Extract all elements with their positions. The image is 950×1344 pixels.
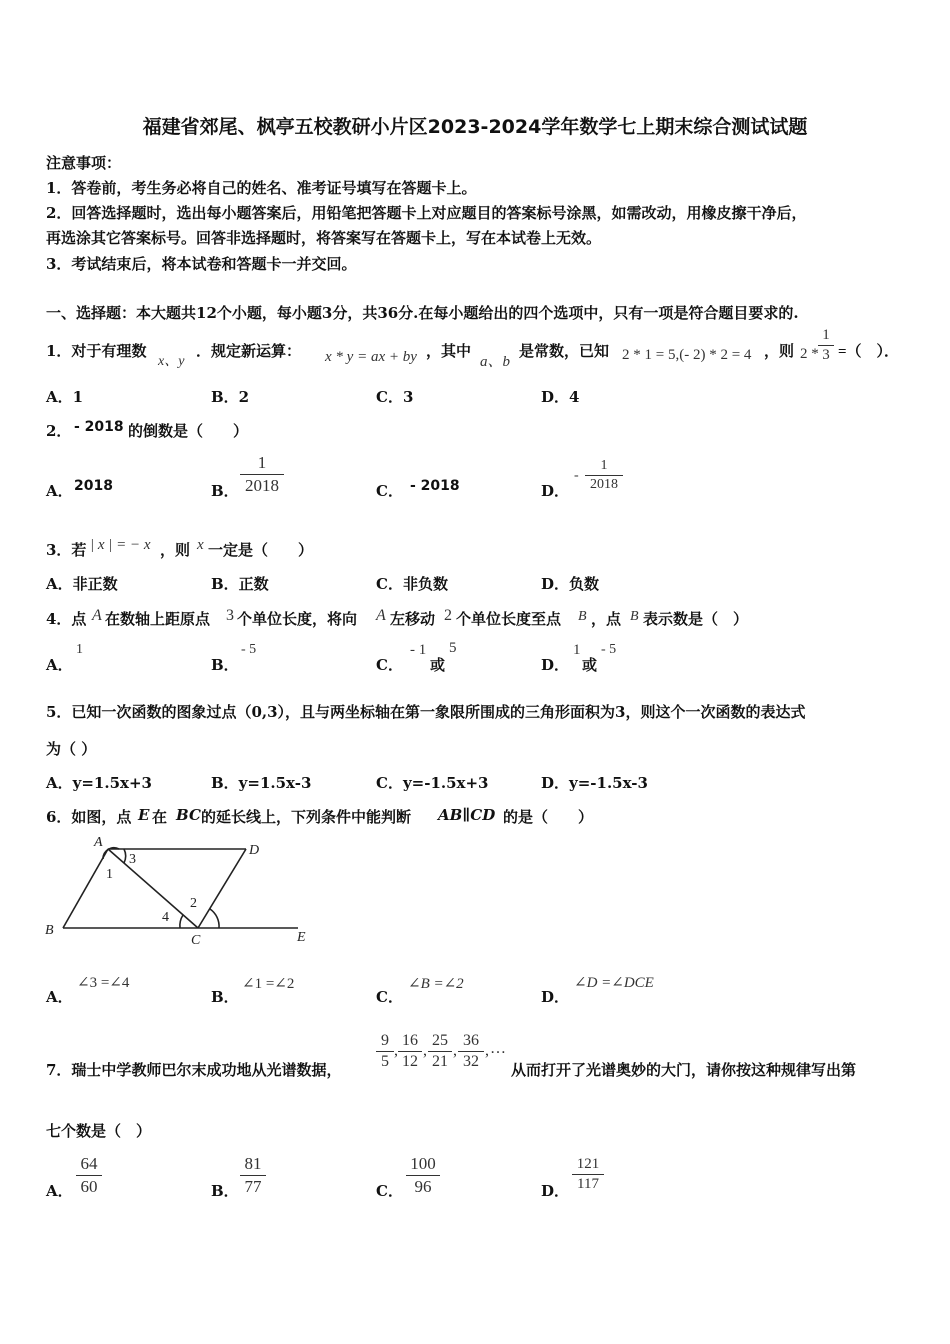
q6-segment-bc: BC bbox=[176, 806, 201, 824]
q2-option-b-label: B． bbox=[211, 482, 239, 500]
q4-text-6: ，点 bbox=[591, 610, 622, 628]
q2-option-a-label: A． bbox=[46, 482, 73, 500]
q1-text-5: ，则 bbox=[764, 342, 795, 360]
q6-option-b-label: B． bbox=[211, 988, 239, 1006]
q7-d-den: 117 bbox=[577, 1176, 599, 1192]
q4-option-d-or: 或 bbox=[582, 656, 598, 674]
q7-comma-4: , bbox=[485, 1042, 489, 1059]
q4-text-1: 4．点 bbox=[46, 610, 87, 628]
q1-rule: x * y = ax + by bbox=[325, 349, 417, 365]
q5-option-c[interactable]: C．y=-1.5x+3 bbox=[376, 774, 489, 792]
q4-point-a2: A bbox=[376, 607, 386, 624]
q7-text-1: 7．瑞士中学教师巴尔末成功地从光谱数据， bbox=[46, 1061, 342, 1079]
q6-text-3: 的延长线上，下列条件中能判断 bbox=[201, 808, 412, 826]
q2-stem-pre: 2． bbox=[46, 422, 72, 440]
q7-c-den: 96 bbox=[414, 1177, 432, 1196]
q7-option-b-fraction bbox=[240, 1154, 266, 1197]
q4-num-2: 2 bbox=[444, 607, 452, 624]
q6-option-a-value: ∠3 =∠4 bbox=[77, 975, 130, 991]
q2-b-den: 2018 bbox=[245, 476, 279, 495]
q6-option-d-value: ∠D =∠DCE bbox=[574, 975, 654, 991]
q7-c-num: 100 bbox=[406, 1154, 440, 1176]
q1-text-1: 1．对于有理数 bbox=[46, 342, 147, 360]
q2-option-d-label: D． bbox=[541, 482, 570, 500]
label-a: A bbox=[94, 835, 103, 850]
q7-dots: … bbox=[490, 1040, 506, 1057]
q1-xy: x、y bbox=[158, 354, 185, 369]
q7-comma-1: , bbox=[394, 1042, 398, 1059]
label-b: B bbox=[45, 923, 54, 938]
q6-option-a-label: A． bbox=[46, 988, 73, 1006]
q7-option-a-label: A． bbox=[46, 1182, 73, 1200]
q4-text-2: 在数轴上距原点 bbox=[105, 610, 211, 628]
q1-option-d[interactable]: D．4 bbox=[541, 388, 580, 406]
q7-b-num: 81 bbox=[240, 1154, 266, 1176]
q4-point-a: A bbox=[92, 607, 102, 624]
angle-1: 1 bbox=[106, 867, 113, 882]
q7-option-d-fraction bbox=[572, 1156, 604, 1193]
q2-stem-post: 的倒数是（ ） bbox=[128, 422, 249, 440]
q3-option-a[interactable]: A．非正数 bbox=[46, 575, 118, 593]
q1-ask-fraction bbox=[818, 327, 834, 364]
q4-text-4: 左移动 bbox=[390, 610, 436, 628]
label-e: E bbox=[297, 930, 306, 945]
q6-option-b-value: ∠1 =∠2 bbox=[242, 976, 295, 992]
q4-point-b2: B bbox=[630, 609, 639, 624]
q1-known: 2 * 1 = 5,(- 2) * 2 = 4 bbox=[622, 347, 752, 363]
arc-3 bbox=[124, 849, 126, 863]
q4-text-7: 表示数是（ ） bbox=[643, 610, 749, 628]
q5-option-a[interactable]: A．y=1.5x+3 bbox=[46, 774, 152, 792]
q4-option-a-label: A． bbox=[46, 656, 73, 674]
arc-2 bbox=[210, 909, 219, 928]
q7-seq-2-den: 12 bbox=[402, 1053, 418, 1070]
q1-text-2: ．规定新运算： bbox=[196, 342, 302, 360]
q4-option-d-label: D． bbox=[541, 656, 570, 674]
q6-text-1: 6．如图，点 bbox=[46, 808, 132, 826]
q6-figure bbox=[40, 832, 320, 950]
q2-option-b-fraction bbox=[240, 453, 284, 496]
q6-text-2: 在 bbox=[152, 808, 168, 826]
q1-ask-pre: 2 * bbox=[800, 346, 819, 362]
q7-seq-4-num: 36 bbox=[458, 1032, 484, 1052]
q3-option-c[interactable]: C．非负数 bbox=[376, 575, 448, 593]
q1-option-c[interactable]: C．3 bbox=[376, 388, 414, 406]
q4-text-3: 个单位长度，将向 bbox=[237, 610, 358, 628]
q1-ask-post: =（ ）． bbox=[838, 344, 900, 360]
q2-stem-num: - 2018 bbox=[74, 419, 124, 435]
q6-text-4: 的是（ ） bbox=[503, 808, 594, 826]
q4-option-c-value-2: 5 bbox=[449, 640, 457, 656]
q7-option-d-label: D． bbox=[541, 1182, 570, 1200]
q5-line-2: 为（ ） bbox=[46, 740, 97, 758]
label-c: C bbox=[191, 933, 201, 948]
q4-option-c-or: 或 bbox=[430, 656, 446, 674]
q7-seq-1 bbox=[376, 1032, 394, 1071]
line-ab bbox=[63, 849, 108, 928]
q7-text-2: 从而打开了光谱奥妙的大门，请你按这种规律写出第 bbox=[511, 1061, 857, 1079]
q7-seq-3-num: 25 bbox=[428, 1032, 452, 1052]
q4-point-b: B bbox=[578, 609, 587, 624]
page-title: 福建省郊尾、枫亭五校教研小片区2023-2024学年数学七上期末综合测试试题 bbox=[142, 116, 808, 138]
line-dc bbox=[198, 849, 246, 928]
q2-option-c-label: C． bbox=[376, 482, 403, 500]
q6-option-c-value: ∠B =∠2 bbox=[408, 976, 464, 992]
q7-seq-2 bbox=[398, 1032, 422, 1071]
q7-seq-2-num: 16 bbox=[398, 1032, 422, 1052]
notice-item-2a: 2．回答选择题时，选出每小题答案后，用铅笔把答题卡上对应题目的答案标号涂黑，如需改动，用橡皮擦干净后， bbox=[46, 204, 807, 222]
label-d: D bbox=[249, 843, 260, 858]
q1-option-b[interactable]: B．2 bbox=[211, 388, 250, 406]
angle-2: 2 bbox=[190, 896, 197, 911]
q7-seq-3 bbox=[428, 1032, 452, 1071]
q7-d-num: 121 bbox=[572, 1156, 604, 1175]
q7-seq-1-num: 9 bbox=[376, 1032, 394, 1052]
q7-option-c-fraction bbox=[406, 1154, 440, 1197]
q4-option-c-label: C． bbox=[376, 656, 403, 674]
q1-ab: a、b bbox=[480, 354, 511, 370]
q2-b-num: 1 bbox=[240, 453, 284, 475]
q6-option-c-label: C． bbox=[376, 988, 403, 1006]
notice-item-3: 3．考试结束后，将本试卷和答题卡一并交回。 bbox=[46, 255, 357, 273]
q1-text-3: ，其中 bbox=[426, 342, 472, 360]
q1-ask-den: 3 bbox=[822, 347, 830, 363]
q4-option-c-value-1: - 1 bbox=[410, 642, 427, 658]
q7-a-num: 64 bbox=[76, 1154, 102, 1176]
angle-4: 4 bbox=[162, 910, 169, 925]
q2-d-num: 1 bbox=[585, 458, 623, 476]
q3-option-b[interactable]: B．正数 bbox=[211, 575, 269, 593]
q7-option-c-label: C． bbox=[376, 1182, 403, 1200]
q4-num-3: 3 bbox=[226, 607, 234, 624]
q3-abs: | x | = − x bbox=[90, 537, 151, 553]
q1-ask-num: 1 bbox=[818, 327, 834, 346]
q5-line-1: 5．已知一次函数的图象过点（0,3），且与两坐标轴在第一象限所围成的三角形面积为3，则这个一次函数的表达式 bbox=[46, 703, 806, 721]
q7-option-a-fraction bbox=[76, 1154, 102, 1197]
notice-item-2b: 再选涂其它答案标号。回答非选择题时，将答案写在答题卡上，写在本试卷上无效。 bbox=[46, 229, 602, 247]
q5-option-d[interactable]: D．y=-1.5x-3 bbox=[541, 774, 648, 792]
q2-option-a-value: 2018 bbox=[74, 478, 113, 494]
q4-option-b-value: - 5 bbox=[241, 642, 257, 657]
section-heading: 一、选择题：本大题共12个小题，每小题3分，共36分.在每小题给出的四个选项中，只有一项是符合题目要求的. bbox=[46, 304, 799, 322]
q7-seq-3-den: 21 bbox=[432, 1053, 448, 1070]
q2-option-c-value: - 2018 bbox=[410, 478, 460, 494]
arc-4 bbox=[180, 915, 183, 928]
q2-d-den: 2018 bbox=[590, 477, 618, 492]
notice-item-1: 1．答卷前，考生务必将自己的姓名、准考证号填写在答题卡上。 bbox=[46, 179, 477, 197]
q4-text-5: 个单位长度至点 bbox=[456, 610, 562, 628]
q6-option-d-label: D． bbox=[541, 988, 570, 1006]
q3-text-3: 一定是（ ） bbox=[208, 541, 314, 559]
q7-a-den: 60 bbox=[80, 1177, 98, 1196]
q7-comma-3: , bbox=[453, 1042, 457, 1059]
q4-option-d-value-2: - 5 bbox=[601, 642, 617, 657]
q2-option-d-fraction bbox=[585, 458, 623, 493]
q3-option-d[interactable]: D．负数 bbox=[541, 575, 600, 593]
q4-option-a-value: 1 bbox=[76, 642, 83, 657]
q1-text-4: 是常数，已知 bbox=[519, 342, 610, 360]
q5-option-b[interactable]: B．y=1.5x-3 bbox=[211, 774, 312, 792]
q4-option-d-value-1: 1 bbox=[573, 642, 581, 658]
q7-seq-4 bbox=[458, 1032, 484, 1071]
q7-option-b-label: B． bbox=[211, 1182, 239, 1200]
q1-option-a[interactable]: A．1 bbox=[46, 388, 84, 406]
q3-x: x bbox=[197, 537, 204, 553]
q7-seq-4-den: 32 bbox=[463, 1053, 479, 1070]
q3-text-2: ，则 bbox=[160, 541, 191, 559]
q3-text-1: 3．若 bbox=[46, 541, 87, 559]
angle-3: 3 bbox=[129, 852, 136, 867]
q7-line-2: 七个数是（ ） bbox=[46, 1122, 152, 1140]
q7-seq-1-den: 5 bbox=[381, 1053, 389, 1070]
notice-heading: 注意事项： bbox=[46, 154, 122, 172]
q4-option-b-label: B． bbox=[211, 656, 239, 674]
line-ac bbox=[108, 849, 198, 928]
q2-option-d-sign: - bbox=[574, 468, 579, 483]
q6-point-e: E bbox=[138, 806, 150, 824]
q7-b-den: 77 bbox=[244, 1177, 262, 1196]
q7-comma-2: , bbox=[423, 1042, 427, 1059]
q6-parallel: AB∥CD bbox=[438, 806, 496, 824]
